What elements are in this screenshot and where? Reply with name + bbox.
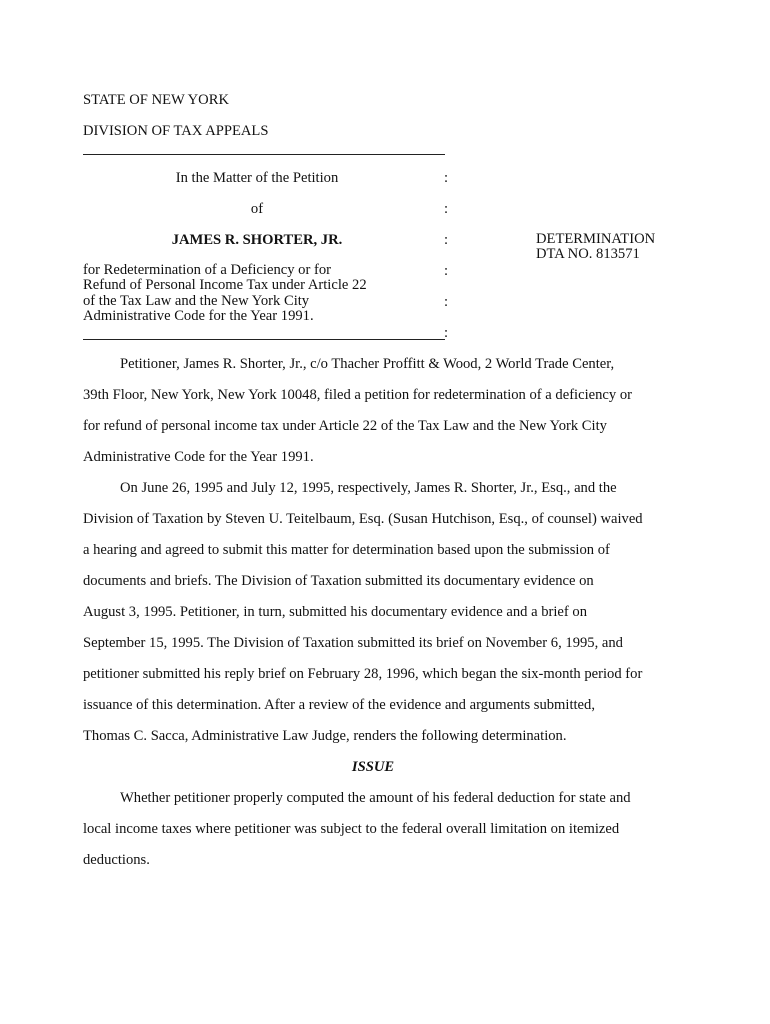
- purpose-line: for Redetermination of a Deficiency or for: [83, 262, 331, 278]
- division-heading: DIVISION OF TAX APPEALS: [83, 123, 269, 139]
- paragraph-line: September 15, 1995. The Division of Taxation submitted its brief on November 6, 1995, and: [83, 635, 623, 651]
- caption-colon: :: [444, 232, 449, 248]
- paragraph-line: Administrative Code for the Year 1991.: [83, 449, 314, 465]
- matter-line: In the Matter of the Petition: [175, 170, 339, 186]
- paragraph-line: documents and briefs. The Division of Taxation submitted its documentary evidence on: [83, 573, 594, 589]
- paragraph-line: Thomas C. Sacca, Administrative Law Judge, renders the following determination.: [83, 728, 567, 744]
- paragraph-line: Petitioner, James R. Shorter, Jr., c/o Thacher Proffitt & Wood, 2 World Trade Center,: [120, 356, 615, 372]
- caption-colon: :: [444, 294, 449, 310]
- caption-bottom-rule: [83, 339, 445, 340]
- caption-colon: :: [444, 263, 449, 279]
- caption-colon: :: [444, 325, 449, 341]
- paragraph-line: for refund of personal income tax under Article 22 of the Tax Law and the New York City: [83, 418, 607, 434]
- paragraph-line: a hearing and agreed to submit this matter for determination based upon the submission of: [83, 542, 610, 558]
- petitioner-name: JAMES R. SHORTER, JR.: [171, 232, 343, 248]
- paragraph-line: local income taxes where petitioner was subject to the federal overall limitation on itemized: [83, 821, 620, 837]
- caption-colon: :: [444, 201, 449, 217]
- purpose-line: Administrative Code for the Year 1991.: [83, 308, 314, 324]
- state-heading: STATE OF NEW YORK: [83, 92, 229, 108]
- determination-label: DETERMINATION: [536, 231, 656, 247]
- paragraph-line: issuance of this determination. After a review of the evidence and arguments submitted,: [83, 697, 595, 713]
- paragraph-line: 39th Floor, New York, New York 10048, filed a petition for redetermination of a deficiency or: [83, 387, 633, 403]
- paragraph-line: petitioner submitted his reply brief on February 28, 1996, which began the six-month period for: [83, 666, 643, 682]
- issue-heading: ISSUE: [351, 759, 395, 775]
- caption-top-rule: [83, 154, 445, 155]
- caption-of: of: [250, 201, 264, 217]
- purpose-line: Refund of Personal Income Tax under Article 22: [83, 277, 367, 293]
- purpose-line: of the Tax Law and the New York City: [83, 293, 310, 309]
- paragraph-line: August 3, 1995. Petitioner, in turn, submitted his documentary evidence and a brief on: [83, 604, 588, 620]
- paragraph-line: On June 26, 1995 and July 12, 1995, respectively, James R. Shorter, Jr., Esq., and the: [120, 480, 617, 496]
- caption-colon: :: [444, 170, 449, 186]
- paragraph-line: deductions.: [83, 852, 150, 868]
- dta-number: DTA NO. 813571: [536, 246, 640, 262]
- paragraph-line: Whether petitioner properly computed the amount of his federal deduction for state and: [120, 790, 631, 806]
- paragraph-line: Division of Taxation by Steven U. Teitelbaum, Esq. (Susan Hutchison, Esq., of counsel) waived: [83, 511, 643, 527]
